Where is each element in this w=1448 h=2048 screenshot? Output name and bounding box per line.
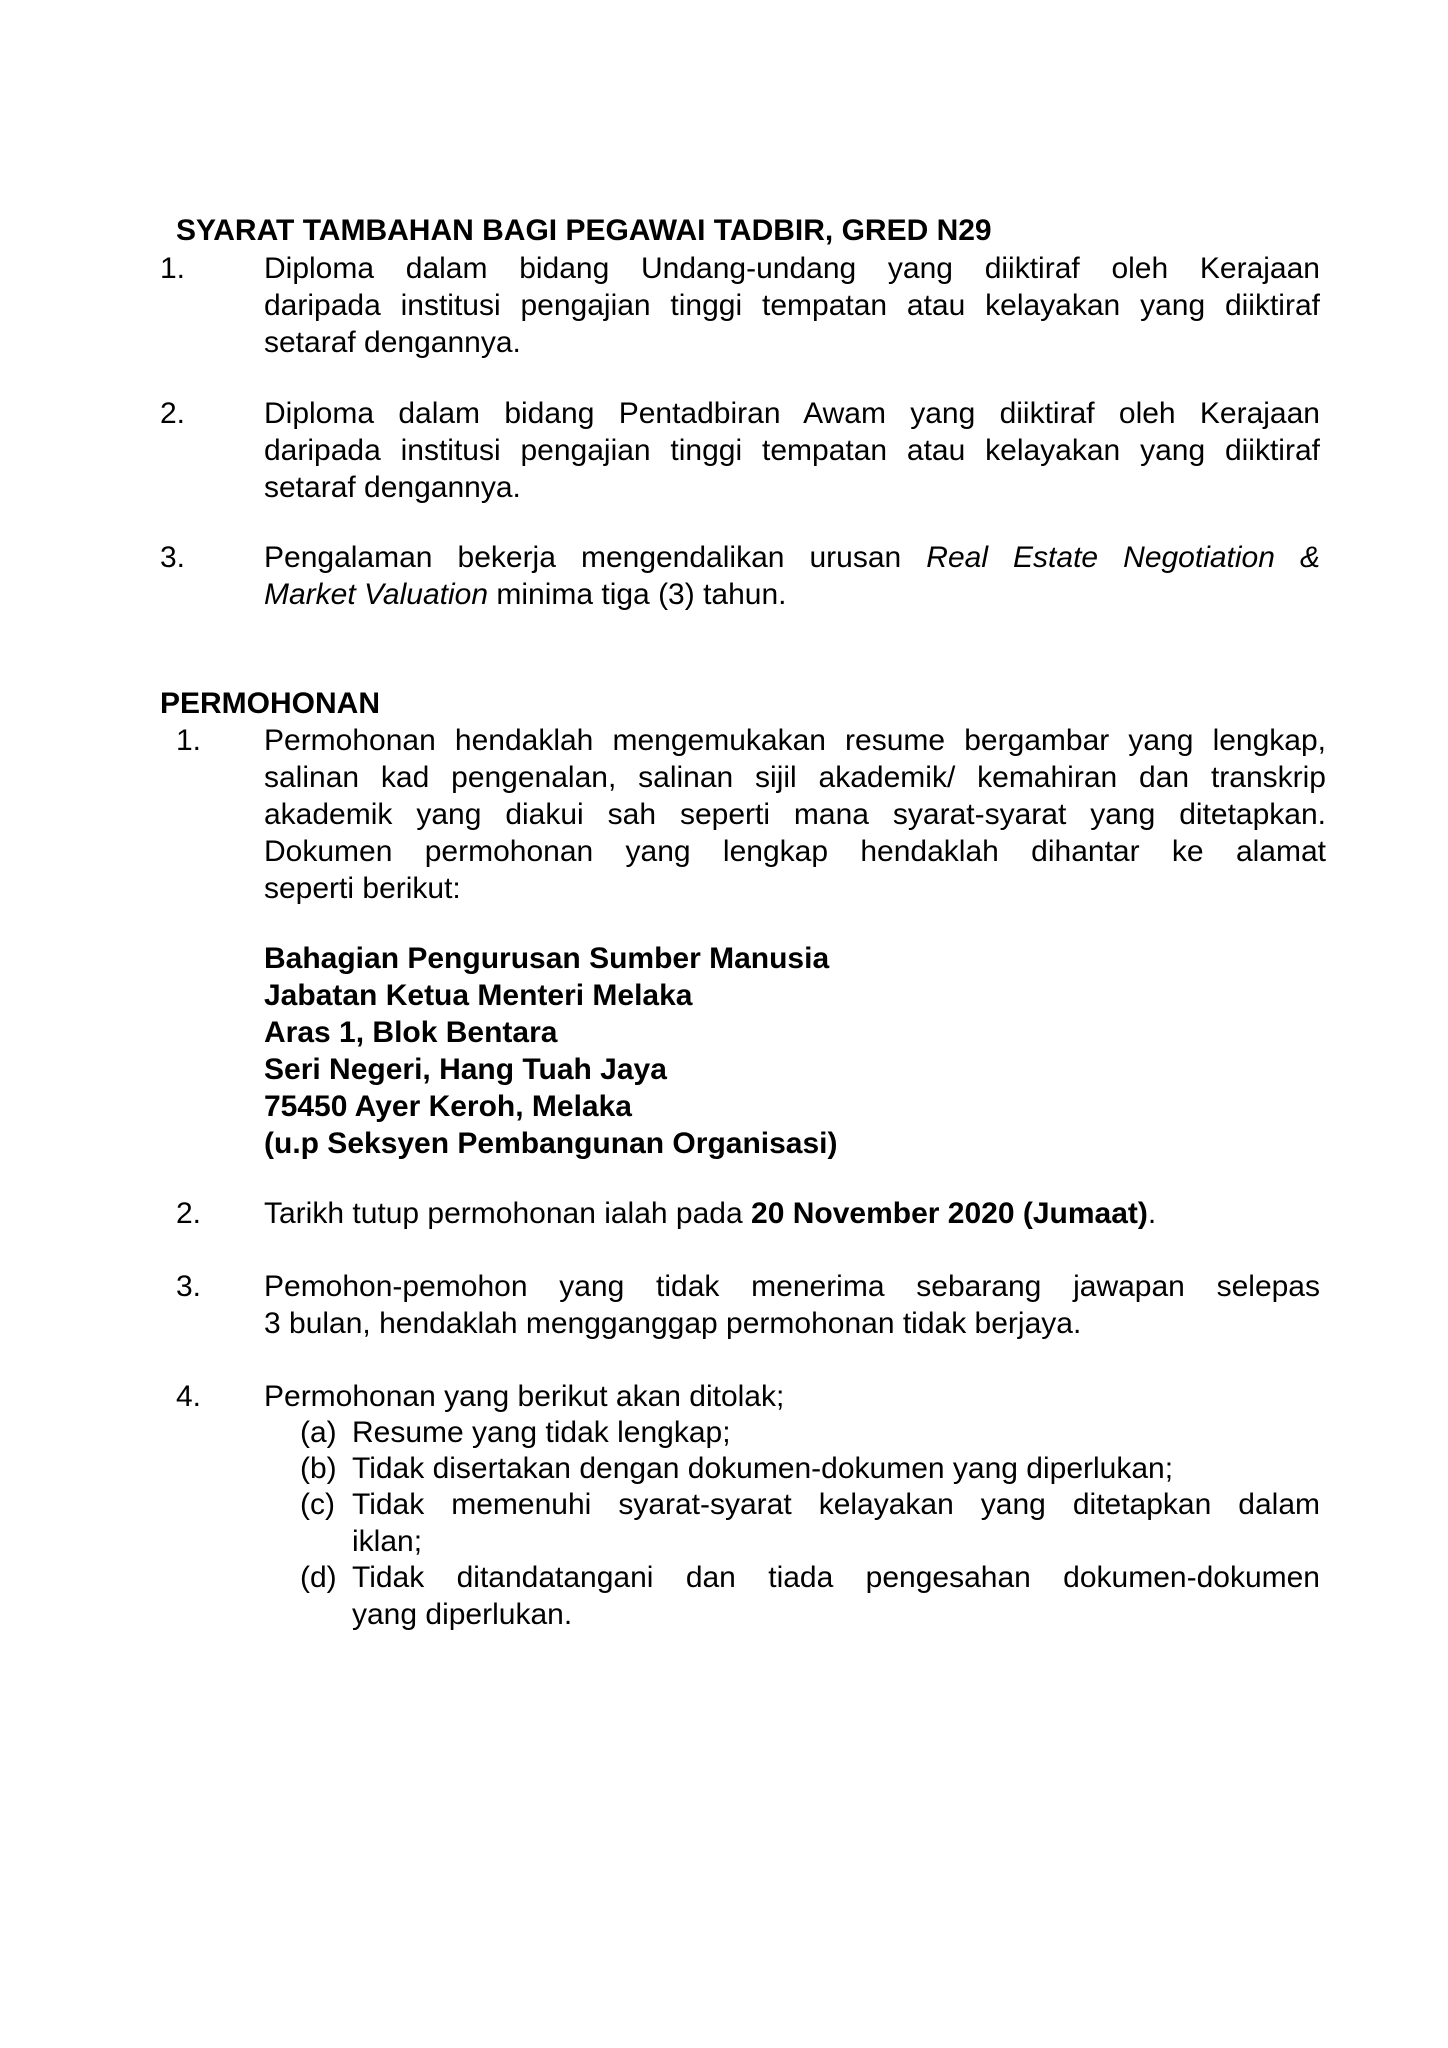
item-text: Permohonan yang berikut akan ditolak; (264, 1380, 785, 1413)
item-text: Diploma dalam bidang Pentadbiran Awam yang diiktiraf oleh Kerajaan daripada institusi pengajian tinggi tempatan atau kelayakan yang diiktiraf setaraf dengannya. (264, 397, 1320, 504)
item-number: 3. (160, 541, 186, 574)
item-number: 2. (176, 1197, 202, 1230)
address-block (264, 940, 838, 1162)
syarat-item-1 (160, 250, 1320, 361)
item-number: 1. (160, 252, 186, 285)
sub-label: (a) (300, 1416, 337, 1449)
item-number: 2. (160, 397, 186, 430)
address-line: 75450 Ayer Keroh, Melaka (264, 1090, 632, 1123)
address-line: Bahagian Pengurusan Sumber Manusia (264, 942, 830, 975)
address-line: Seri Negeri, Hang Tuah Jaya (264, 1053, 667, 1086)
sub-item-c: (c) Tidak memenuhi syarat-syarat kelayakan yang ditetapkan dalam iklan; (300, 1488, 1320, 1558)
item-text: Tarikh tutup permohonan ialah pada 20 November 2020 (Jumaat). (264, 1197, 1157, 1230)
sub-item-a: (a) Resume yang tidak lengkap; (300, 1416, 731, 1449)
item-number: 1. (176, 724, 202, 757)
sub-label: (b) (300, 1452, 337, 1485)
item-text: Permohonan hendaklah mengemukakan resume bergambar yang lengkap, salinan kad pengenalan, salinan sijil akademik/ kemahiran dan transkrip akademik yang diakui sah seperti mana syarat-syarat yang ditetapkan. Dokumen permohonan yang lengkap hendaklah dihantar ke alamat seperti berikut: (264, 724, 1326, 905)
syarat-item-2 (160, 395, 1320, 506)
sub-label: (d) (300, 1561, 337, 1594)
permohonan-item-4 (160, 1378, 1320, 1415)
permohonan-heading: PERMOHONAN (160, 687, 381, 720)
address-line: (u.p Seksyen Pembangunan Organisasi) (264, 1127, 838, 1160)
address-line: Aras 1, Blok Bentara (264, 1016, 558, 1049)
item-text: Pemohon-pemohon yang tidak menerima sebarang jawapan selepas 3 bulan, hendaklah mengganggap permohonan tidak berjaya. (264, 1270, 1320, 1340)
permohonan-item-1 (160, 722, 1326, 907)
item-number: 3. (176, 1270, 202, 1303)
item-number: 4. (176, 1380, 202, 1413)
syarat-item-3 (160, 539, 1320, 613)
closing-date: 20 November 2020 (Jumaat) (751, 1197, 1148, 1230)
syarat-heading: SYARAT TAMBAHAN BAGI PEGAWAI TADBIR, GRED N29 (176, 214, 992, 247)
item-text: Pengalaman bekerja mengendalikan urusan Real Estate Negotiation & Market Valuation minima tiga (3) tahun. (264, 541, 1320, 611)
address-line: Jabatan Ketua Menteri Melaka (264, 979, 693, 1012)
permohonan-item-3 (160, 1268, 1320, 1342)
item-text: Diploma dalam bidang Undang-undang yang diiktiraf oleh Kerajaan daripada institusi pengajian tinggi tempatan atau kelayakan yang diiktiraf setaraf dengannya. (264, 252, 1320, 359)
sub-item-d: (d) Tidak ditandatangani dan tiada pengesahan dokumen-dokumen yang diperlukan. (300, 1561, 1320, 1631)
permohonan-item-2 (160, 1195, 1320, 1232)
sub-item-b: (b) Tidak disertakan dengan dokumen-dokumen yang diperlukan; (300, 1452, 1174, 1485)
sub-label: (c) (300, 1488, 335, 1521)
